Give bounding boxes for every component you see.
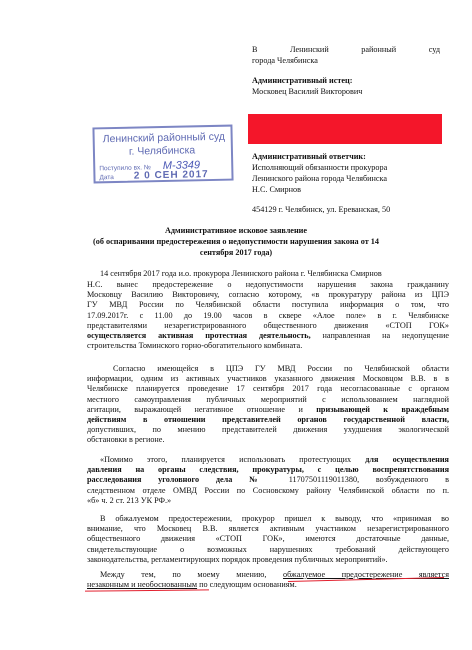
stamp-incoming-label: Поступило вх. №: [99, 164, 151, 173]
p1-line: представителями незарегистрированного общественного движения «СТОП ГОК»: [87, 320, 449, 330]
redaction-box: [248, 114, 442, 144]
p1-line-rest: направленная на недопущение: [310, 331, 450, 341]
p4-line: законодательства, регламентирующих порядок проведения публичных мероприятий».: [87, 554, 388, 564]
paragraph-5: [87, 570, 449, 590]
p1-line: [87, 331, 449, 341]
p2-line: Челябинске планируется проведение 17 сентября 2017 года несогласованные с органом: [87, 384, 449, 394]
p4-line: общественного движения «СТОП ГОК», имеются достаточные данные,: [87, 534, 449, 544]
p3-bold-phrase: для осуществления: [365, 455, 449, 464]
paragraph-1: [87, 269, 449, 279]
document-title: Административное исковое заявление: [164, 226, 308, 235]
defendant-line-1: Исполняющий обязанности прокурора: [252, 163, 388, 172]
p3-line: «б» ч. 2 ст. 213 УК РФ.»: [87, 495, 172, 505]
p1-bold-phrase: осуществляется активная протестная деятельность,: [87, 331, 311, 341]
p5-line-start: Между тем, по моему мнению,: [100, 570, 283, 579]
court-line-2: города Челябинска: [252, 56, 318, 65]
p5-line-rest: по следующим основаниям.: [197, 580, 297, 590]
red-annotation-line: [85, 589, 209, 591]
plaintiff-name: Московец Василий Викторович: [252, 87, 363, 96]
p2-line-bold: действиям в отношении представителей органов государственной власти,: [87, 415, 449, 425]
court-line-1: В Ленинский районный суд: [252, 45, 440, 54]
p1-line: Н.С. вынес предостережение о недопустимости нарушения закона гражданину: [87, 280, 449, 289]
p2-bold-phrase: призывающей к враждебным: [316, 404, 449, 414]
p1-line: строительства Томинского горно-обогатительного комбината.: [87, 341, 303, 351]
defendant-line-2: Ленинского района города Челябинска: [252, 174, 388, 183]
p1-line: 17.09.2017г. с 11.00 до 19.00 часов в сквере «Алое поле» в г. Челябинске: [87, 310, 449, 320]
stamp-date-row: [99, 169, 208, 182]
stamp-handwritten-number: М-3349: [162, 159, 201, 173]
p5-underlined-phrase: обжалуемое предостережение является: [282, 570, 449, 579]
document-subtitle-2: сентября 2017 года): [199, 248, 273, 257]
p2-line: допустивших, по мнению представителей движения ухудшения экологической: [87, 425, 449, 435]
p1-line: 14 сентября 2017 года и.о. прокурора Ленинского района г. Челябинска Смирнов: [100, 269, 382, 278]
p2-line: местного самоуправления публичных мероприятий с использованием наглядной: [87, 394, 449, 404]
plaintiff-heading: Административный истец:: [252, 76, 353, 85]
p3-line: [87, 475, 449, 485]
address-line: 454129 г. Челябинск, ул. Ереванская, 50: [252, 205, 391, 214]
stamp-date: 2 0 СЕН 2017: [133, 169, 209, 182]
p3-line: [87, 455, 449, 465]
p5-line: [87, 580, 449, 590]
p3-line-bold: давления на органы следствия, прокуратуры, с целью воспрепятствования: [87, 465, 449, 475]
p1-line: Московцу Василию Викторовичу, согласно которому, «в прокуратуру района из ЦПЭ: [87, 290, 449, 300]
p5-underlined-phrase: незаконным и необоснованным: [87, 580, 198, 590]
p3-line-start: «Помимо этого, планируется использовать протестующих: [100, 455, 366, 464]
paragraph-2: [87, 364, 449, 446]
p3-line: следственном отделе ОМВД России по Сосновскому району Челябинской области по п.: [87, 485, 449, 495]
p2-line: Согласно имеющейся в ЦПЭ ГУ МВД России по Челябинской области: [113, 364, 449, 373]
p1-line: ГУ МВД России по Челябинской области поступила информация о том, что: [87, 300, 449, 310]
court-registration-stamp: [92, 125, 233, 184]
p2-line-start: агитации, выражающей негативное отношение и: [87, 404, 317, 414]
p4-line: внимание, что Московец В.В. является активным участником незарегистрированного: [87, 524, 449, 534]
p3-line-rest: 11707501119011380, возбужденного в: [288, 475, 450, 485]
stamp-court-name: Ленинский районный суд: [102, 130, 226, 146]
p3-bold-phrase: расследования уголовного дела №: [87, 475, 272, 485]
paragraph-1-body: [87, 280, 449, 351]
p2-line: обстановки в регионе.: [87, 435, 165, 445]
paragraph-4: [87, 514, 449, 565]
p2-line: информации, одним из активных участников указанного движения Московцом В.В. в в: [87, 374, 449, 384]
defendant-heading: Административный ответчик:: [252, 152, 366, 161]
p2-line: [87, 405, 449, 415]
defendant-line-3: Н.С. Смирнов: [252, 185, 301, 194]
stamp-city: г. Челябинска: [128, 144, 196, 158]
stamp-date-label: Дата: [99, 174, 114, 182]
p4-line: свидетельствующие о возможных нарушениях требований действующего: [87, 544, 449, 554]
p4-line: В обжалуемом предостережении, прокурор пришел к выводу, что «принимая во: [100, 514, 449, 523]
document-subtitle-1: (об оспаривании предостережения о недопустимости нарушения закона от 14: [93, 237, 379, 246]
paragraph-3: [87, 455, 449, 506]
